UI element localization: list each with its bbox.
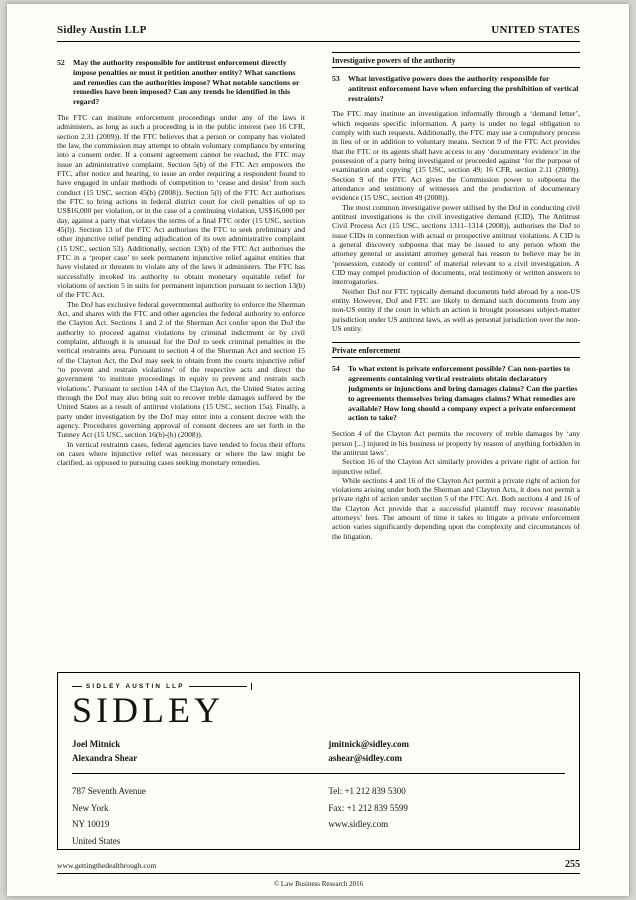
question-52 [57,58,305,107]
document-page [7,4,629,896]
contact-card [57,672,580,850]
page-number: 255 [565,859,580,870]
copyright-notice: © Law Business Research 2016 [273,880,364,888]
paragraph: The most common investigative power utilised by the DoJ in conducting civil antitrust investigations is the civil investigative demand (CID). The Antitrust Civil Process Act (15 USC, sections 1311–1314 (2008)), authorises the DoJ to issue CIDs in connection with actual or prospective antitrust violations. A CID is a general discovery subpoena that may be issued to any person whom the attorney general or assistant attorney general has reason to believe may be in ‘possession, custody or control’ of material relevant to a civil investigation. A CID may compel production of documents, oral testimony or written answers to interrogatories. [332,202,580,287]
phone-number: Tel: +1 212 839 5300 [328,786,406,796]
question-53 [332,74,580,103]
firm-name: Sidley Austin LLP [57,24,147,36]
question-text: What investigative powers does the authority responsible for antitrust enforcement have when enforcing the prohibition of vertical restraints? [348,74,579,103]
paragraph: Section 16 of the Clayton Act similarly provides a private right of action for injunctive relief. [332,457,580,476]
logo-big-text: SIDLEY [72,690,224,730]
address-row [72,783,565,849]
question-54 [332,364,580,423]
address-line: 787 Seventh Avenue [72,786,146,796]
page-footer [57,859,580,888]
address-line: NY 10019 [72,819,110,829]
question-text: To what extent is private enforcement possible? Can non-parties to agreements containing vertical restraints obtain declaratory judgments or injunctions and bring damages claims? Can the parties to agreements themselves bring damages claims? What remedies are available? How long should a company expect a private enforcement action to take? [348,364,578,423]
contact-name: Alexandra Shear [72,753,138,763]
paragraph: Neither DoJ nor FTC typically demand documents held abroad by a non-US entity. However, DoJ and FTC are likely to demand such documents from any non-US entity if the court in which an action is brought possesses subject-matter jurisdiction under US antitrust laws, as well as personal jurisdiction over the non-US entity. [332,286,580,333]
right-column [332,52,580,664]
logo-rule-right [189,686,247,687]
question-number: 52 [57,58,65,67]
logo-rule-left [72,686,82,687]
question-text: May the authority responsible for antitrust enforcement directly impose penalties or must it petition another entity? What sanctions and remedies can the authorities impose? What notable sanctions or remedies have been imposed? Can any trends be identified in this regard? [73,58,300,107]
contact-names-row [72,737,565,765]
section-header-investigative-powers: Investigative powers of the authority [332,52,580,68]
paragraph: In vertical restraints cases, federal agencies have tended to focus their efforts on cases where injunctive relief was necessary or where the law might be clarified, as opposed to pursuing cases seeking monetary remedies. [57,439,305,468]
paragraph: Section 4 of the Clayton Act permits the recovery of treble damages by ‘any person [...] injured in his business or property by reason of anything forbidden in the antitrust laws’. [332,429,580,457]
paragraph: The FTC may institute an investigation informally through a ‘demand letter’, which requests specific information. A party is under no legal obligation to comply with such requests. Additionally, the FTC may use a compulsory process in lieu of or in addition to voluntary means. Section 9 of the FTC Act provides that the FTC or its agents shall have access to any ‘documentary evidence’ in the possession of a party being investigated or proceeded against ‘for the purpose of examination and copying’ (15 USC, section 49; 16 CFR, section 2.11 (2009)). Section 9 of the FTC Act gives the Commission power to subpoena the attendance and testimony of witnesses and the production of documentary evidence (15 USC, section 49 (2008)). [332,109,580,203]
firm-website: www.sidley.com [328,819,389,829]
page-header [57,24,580,42]
contact-email: ashear@sidley.com [328,753,402,763]
country-label: UNITED STATES [491,24,580,36]
paragraph: The FTC can institute enforcement proceedings under any of the laws it administers, as long as such a proceeding is in the public interest (see 16 CFR, section 2.31 (2009)). If the FTC believes that a person or company has violated the law, the commission may attempt to obtain voluntary compliance by entering into a consent order. If a consent agreement cannot be reached, the FTC may issue an administrative complaint. Section 5(b) of the FTC Act empowers the FTC, after notice and hearing, to issue an order requiring a respondent found to have engaged in unfair methods of competition to ‘cease and desist’ from such conduct (15 USC, section 45(b) (2008)). Section 5(l) of the FTC Act authorises the FTC to bring actions in federal district court for civil penalties of up to US$16,000 per violation, or in the case of a continuing violation, US$16,000 per day, against a party that violates the terms of a final FTC order (15 USC, section 45(l)). Section 13 of the FTC Act authorises the FTC to seek preliminary and other injunctive relief pending adjudication of its own administrative complaint (15 USC, section 53). Additionally, section 13(b) of the FTC Act authorises the FTC in a ‘proper case’ to seek permanent injunctive relief against entities that have violated or threaten to violate any of the laws it administers. The FTC has successfully invoked its authority to obtain monetary equitable relief for violations of section 5 in suits for permanent injunction pursuant to section 13(b) of the FTC Act. [57,113,305,300]
fax-number: Fax: +1 212 839 5599 [328,802,408,813]
sidley-logo [72,683,252,728]
card-divider [72,773,565,774]
address-line: United States [72,835,121,846]
paragraph: The DoJ has exclusive federal governmental authority to enforce the Sherman Act, and shares with the FTC and other agencies the federal authority to enforce the Clayton Act. Sections 1 and 2 of the Sherman Act confer upon the DoJ the authority to proceed against violations by criminal indictment or by civil complaint, although it is unusual for the DoJ to seek criminal penalties in the vertical restraints area. Pursuant to section 4 of the Sherman Act and section 15 of the Clayton Act, the DoJ may seek to obtain from the courts injunctive relief ‘to prevent and restrain violations’ of the respective acts and direct the government ‘to institute proceedings in equity to prevent and restrain such violations’. Pursuant to section 14A of the Clayton Act, the United States acting through the DoJ may also bring suit to recover treble damages suffered by the United States as a result of antitrust violations (15 USC, section 15a). Finally, a party under investigation by the DoJ may enter into a consent decree with the agency. Procedures governing approval of consent decrees are set forth in the Tunney Act (15 USC, section 16(b)-(h) (2008)). [57,299,305,440]
section-header-private-enforcement: Private enforcement [332,342,580,358]
question-number: 53 [332,74,340,83]
address-line: New York [72,802,109,813]
contact-name: Joel Mitnick [72,739,121,749]
body-columns [57,52,580,664]
paragraph: While sections 4 and 16 of the Clayton Act permit a private right of action for violations arising under both the Sherman and Clayton Acts, it does not permit a private right of action under section 5 of the FTC Act. Both sections 4 and 16 of the Clayton Act provide that a successful plaintiff may recover reasonable attorneys’ fees. The amount of time it takes to litigate a private enforcement action varies significantly depending upon the complexity and circumstances of the litigation. [332,475,580,541]
logo-end-bar [251,683,252,690]
publisher-website: www.gettingthedealthrough.com [57,861,157,870]
logo-small-text: SIDLEY AUSTIN LLP [86,683,185,690]
sidley-logo-wordmark-small [72,683,252,690]
left-column [57,52,305,664]
question-number: 54 [332,364,340,374]
contact-email: jmitnick@sidley.com [328,739,409,749]
